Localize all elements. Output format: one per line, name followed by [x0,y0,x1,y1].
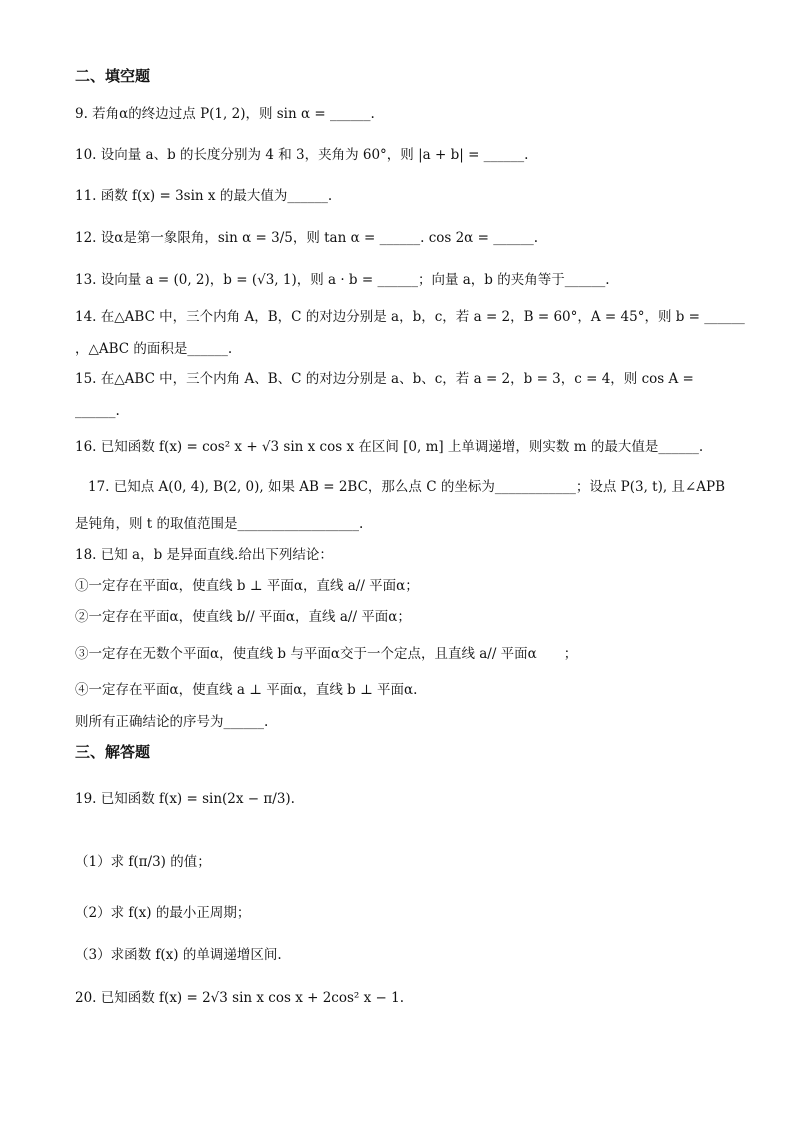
question-12: 12. 设α是第一象限角，sin α = 3/5，则 tan α = ______. cos 2α = ______. [75,230,538,246]
section-answer-title: 三、解答题 [75,743,151,761]
question-18-answer-line: 则所有正确结论的序号为______. [75,714,269,730]
question-15-line-1: 15. 在△ABC 中，三个内角 A、B、C 的对边分别是 a、b、c，若 a = 2，b = 3，c = 4，则 cos A = [75,371,694,387]
section-fill-blank-title: 二、填空题 [75,67,151,85]
question-18-option-3: ③一定存在无数个平面α，使直线 b 与平面α交于一个定点，且直线 a// 平面α ； [75,646,578,662]
question-14-line-2: ，△ABC 的面积是______. [75,341,233,357]
question-19-part-3: （3）求函数 f(x) 的单调递增区间. [75,947,282,963]
question-18-option-2: ②一定存在平面α，使直线 b// 平面α，直线 a// 平面α； [75,609,411,625]
question-17-line-2: 是钝角，则 t 的取值范围是__________________. [75,516,364,532]
question-19-part-2: （2）求 f(x) 的最小正周期； [75,905,251,921]
question-19-part-1: （1）求 f(π/3) 的值； [75,854,211,870]
question-15-line-2: ______. [75,403,120,419]
question-10: 10. 设向量 a、b 的长度分别为 4 和 3，夹角为 60°，则 |a + b| = ______. [75,147,529,163]
question-9: 9. 若角α的终边过点 P(1, 2)，则 sin α = ______. [75,106,375,122]
question-11: 11. 函数 f(x) = 3sin x 的最大值为______. [75,188,333,204]
question-17-line-1: 17. 已知点 A(0, 4), B(2, 0), 如果 AB = 2BC，那么点 C 的坐标为____________；设点 P(3, t), 且∠APB [88,479,725,495]
question-16: 16. 已知函数 f(x) = cos² x + √3 sin x cos x 在区间 [0, m] 上单调递增，则实数 m 的最大值是______. [75,439,704,455]
question-19: 19. 已知函数 f(x) = sin(2x − π/3). [75,791,295,807]
question-18-option-1: ①一定存在平面α，使直线 b ⊥ 平面α，直线 a// 平面α； [75,578,419,594]
question-18-option-4: ④一定存在平面α，使直线 a ⊥ 平面α，直线 b ⊥ 平面α. [75,682,418,698]
question-13: 13. 设向量 a = (0, 2)，b = (√3, 1)，则 a · b = ______；向量 a，b 的夹角等于______. [75,272,610,288]
question-20: 20. 已知函数 f(x) = 2√3 sin x cos x + 2cos² x − 1. [75,990,405,1006]
question-14-line-1: 14. 在△ABC 中，三个内角 A，B，C 的对边分别是 a，b，c，若 a = 2，B = 60°，A = 45°，则 b = ______ [75,309,745,325]
question-18: 18. 已知 a，b 是异面直线.给出下列结论： [75,547,333,563]
